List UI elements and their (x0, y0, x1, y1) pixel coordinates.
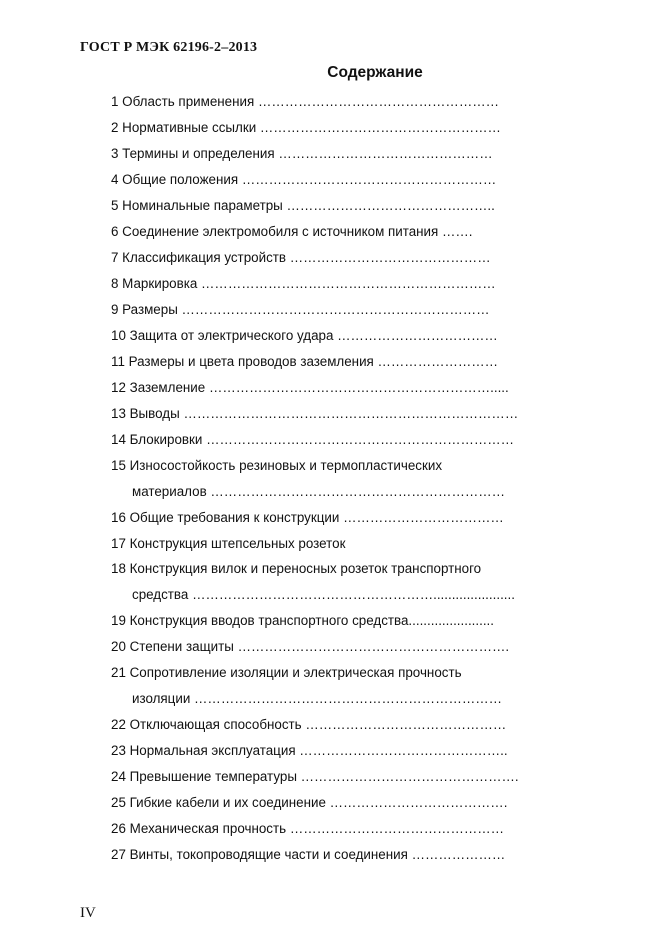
toc-entry-continuation[interactable]: средства ………………………………………………...................... (132, 587, 515, 602)
toc-entry[interactable]: 15 Износостойкость резиновых и термопластических (111, 458, 443, 473)
standard-header: ГОСТ Р МЭК 62196-2–2013 (80, 40, 258, 55)
toc-entry-continuation[interactable]: материалов ………………………………………………………… (132, 484, 506, 499)
toc-entry[interactable]: 3 Термины и определения ………………………………………… (111, 146, 493, 161)
page-number: IV (80, 905, 96, 921)
page-title: Содержание (327, 64, 423, 81)
toc-entry[interactable]: 17 Конструкция штепсельных розеток (111, 536, 346, 551)
toc-entry[interactable]: 5 Номинальные параметры ……………………………………….. (111, 198, 495, 213)
toc-entry[interactable]: 1 Область применения ……………………………………………… (111, 94, 499, 109)
toc-entry[interactable]: 4 Общие положения ………………………………………………… (111, 172, 497, 187)
toc-entry[interactable]: 12 Заземление ………………………………………………………..... (111, 380, 509, 395)
toc-entry[interactable]: 19 Конструкция вводов транспортного средства....................... (111, 613, 494, 628)
toc-entry[interactable]: 23 Нормальная эксплуатация ……………………………………….. (111, 743, 508, 758)
toc-entry[interactable]: 8 Маркировка ………………………………………………………… (111, 276, 496, 291)
toc-entry[interactable]: 9 Размеры …………………………………………………………… (111, 302, 490, 317)
toc-entry[interactable]: 13 Выводы ………………………………………………………………… (111, 406, 519, 421)
toc-entry[interactable]: 11 Размеры и цвета проводов заземления ……………………… (111, 354, 499, 369)
toc-entry-continuation[interactable]: изоляции …………………………………………………………… (132, 691, 503, 706)
toc-entry[interactable]: 6 Соединение электромобиля с источником питания ……. (111, 224, 473, 239)
toc-entry[interactable]: 27 Винты, токопроводящие части и соединения ………………… (111, 847, 506, 862)
toc-entry[interactable]: 7 Классификация устройств ……………………………………… (111, 250, 491, 265)
toc-entry[interactable]: 21 Сопротивление изоляции и электрическая прочность (111, 665, 462, 680)
toc-entry[interactable]: 18 Конструкция вилок и переносных розеток транспортного (111, 561, 482, 576)
toc-entry[interactable]: 16 Общие требования к конструкции ……………………………… (111, 510, 504, 525)
toc-entry[interactable]: 10 Защита от электрического удара ……………………………… (111, 328, 498, 343)
toc-entry[interactable]: 20 Степени защиты ……………………………………………………. (111, 639, 510, 654)
toc-entry[interactable]: 2 Нормативные ссылки ……………………………………………… (111, 120, 501, 135)
toc-entry[interactable]: 24 Превышение температуры …………………………………………. (111, 769, 519, 784)
toc-entry[interactable]: 25 Гибкие кабели и их соединение …………………………………. (111, 795, 508, 810)
toc-entry[interactable]: 14 Блокировки …………………………………………………………… (111, 432, 515, 447)
toc-entry[interactable]: 26 Механическая прочность ………………………………………… (111, 821, 505, 836)
toc-entry[interactable]: 22 Отключающая способность ……………………………………… (111, 717, 507, 732)
